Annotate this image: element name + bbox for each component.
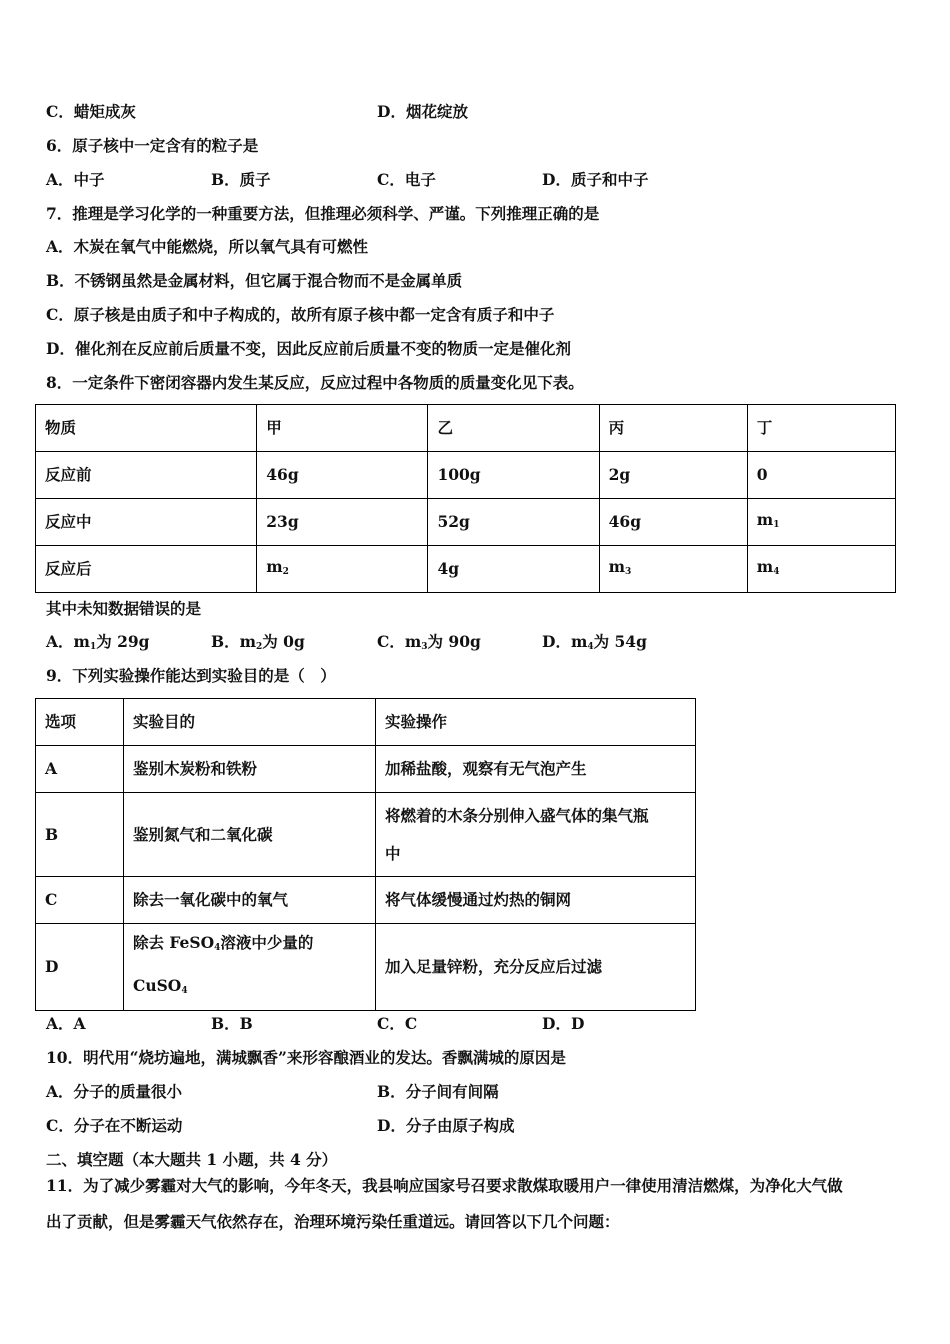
table-cell: D (36, 924, 124, 1011)
table-row (36, 793, 696, 877)
table-row (36, 924, 696, 1011)
table-cell: 反应中 (36, 499, 257, 546)
q7-option-c: C．原子核是由质子和中子构成的，故所有原子核中都一定含有质子和中子 (46, 305, 555, 324)
table-cell: 23g (257, 499, 428, 546)
q9-option-c: C．C (377, 1014, 418, 1033)
table-cell (747, 546, 895, 593)
table-cell: 反应前 (36, 452, 257, 499)
var-m: m (756, 556, 774, 576)
q9-experiment-table (35, 698, 696, 1011)
q8-option-a (46, 632, 150, 657)
option-text: A．m (46, 632, 90, 651)
table-cell: B (36, 793, 124, 877)
header-cell: 丁 (747, 405, 895, 452)
q8-option-b (211, 632, 305, 657)
q5-option-c: C．蜡矩成灰 (46, 102, 136, 121)
header-cell: 选项 (36, 699, 124, 746)
table-row (36, 746, 696, 793)
subscript: 4 (587, 642, 594, 652)
option-text: 为 90g (427, 632, 481, 651)
table-row (36, 699, 696, 746)
table-cell (376, 793, 696, 877)
table-cell: 100g (428, 452, 599, 499)
q11-line-2: 出了贡献，但是雾霾天气依然存在，治理环境污染任重道远。请回答以下几个问题： (46, 1212, 620, 1231)
q8-mass-table (35, 404, 896, 593)
table-cell: 反应后 (36, 546, 257, 593)
q8-option-d (542, 632, 647, 657)
option-text: B．m (211, 632, 257, 651)
table-cell (599, 546, 747, 593)
table-cell: 将气体缓慢通过灼热的铜网 (376, 877, 696, 924)
q6-option-a: A．中子 (46, 170, 105, 189)
subscript: 4 (773, 566, 780, 577)
option-text: 为 0g (262, 632, 305, 651)
q6-option-d: D．质子和中子 (542, 170, 649, 189)
table-cell (124, 924, 376, 1011)
cell-line (133, 924, 375, 967)
header-cell: 乙 (428, 405, 599, 452)
q7-option-a: A．木炭在氧气中能燃烧，所以氧气具有可燃性 (46, 237, 369, 256)
q8-option-c (377, 632, 481, 657)
table-cell: 4g (428, 546, 599, 593)
subscript: 1 (89, 642, 97, 652)
q7-option-b: B．不锈钢虽然是金属材料，但它属于混合物而不是金属单质 (46, 271, 463, 290)
q9-stem: 9．下列实验操作能达到实验目的是（ ） (46, 666, 336, 685)
q10-option-b: B．分子间有间隔 (377, 1082, 499, 1101)
var-m: m (266, 556, 283, 576)
q7-stem: 7．推理是学习化学的一种重要方法，但推理必须科学、严谨。下列推理正确的是 (46, 204, 600, 223)
q7-option-d: D．催化剂在反应前后质量不变，因此反应前后质量不变的物质一定是催化剂 (46, 339, 571, 358)
q9-option-a: A．A (46, 1014, 86, 1033)
subscript: 3 (421, 642, 428, 652)
table-row (36, 877, 696, 924)
subscript: 4 (181, 986, 188, 996)
table-cell: 鉴别木炭粉和铁粉 (124, 746, 376, 793)
subscript: 2 (256, 642, 263, 652)
q10-option-a: A．分子的质量很小 (46, 1082, 183, 1101)
q8-stem: 8．一定条件下密闭容器内发生某反应，反应过程中各物质的质量变化见下表。 (46, 373, 584, 392)
subscript: 2 (282, 566, 289, 577)
option-text: 为 29g (96, 632, 150, 651)
q9-option-d: D．D (542, 1014, 585, 1033)
cell-line: 中 (385, 843, 401, 863)
table-cell: 加入足量锌粉，充分反应后过滤 (376, 924, 696, 1011)
table-cell: 46g (599, 499, 747, 546)
header-cell: 实验操作 (376, 699, 696, 746)
header-cell: 丙 (599, 405, 747, 452)
table-row (36, 499, 896, 546)
q10-stem: 10．明代用“烧坊遍地，满城飘香”来形容酿酒业的发达。香飘满城的原因是 (46, 1048, 566, 1067)
table-cell: C (36, 877, 124, 924)
table-cell: 除去一氧化碳中的氧气 (124, 877, 376, 924)
table-cell: 0 (747, 452, 895, 499)
table-cell: 46g (257, 452, 428, 499)
table-cell: 加稀盐酸，观察有无气泡产生 (376, 746, 696, 793)
option-text: D．m (542, 632, 588, 651)
subscript: 1 (773, 519, 780, 530)
subscript: 4 (214, 943, 221, 953)
header-cell: 甲 (257, 405, 428, 452)
cell-text: 溶液中少量的 (220, 933, 314, 952)
table-cell: A (36, 746, 124, 793)
q11-line-1: 11．为了减少雾霾对大气的影响，今年冬天，我县响应国家号召要求散煤取暖用户一律使用清洁燃煤，为净化大气做 (46, 1176, 843, 1195)
var-m: m (756, 509, 774, 529)
q10-option-d: D．分子由原子构成 (377, 1116, 515, 1135)
option-text: C．m (377, 632, 422, 651)
var-m: m (608, 556, 626, 576)
table-cell: 52g (428, 499, 599, 546)
section-title: 二、填空题（本大题共 1 小题，共 4 分） (46, 1150, 338, 1169)
table-row (36, 546, 896, 593)
cell-text: 除去 FeSO (133, 933, 215, 952)
q9-option-b: B．B (211, 1014, 253, 1033)
table-cell (747, 499, 895, 546)
table-row (36, 452, 896, 499)
q10-option-c: C．分子在不断运动 (46, 1116, 183, 1135)
q6-option-c: C．电子 (377, 170, 436, 189)
table-cell: 鉴别氮气和二氧化碳 (124, 793, 376, 877)
table-cell: 2g (599, 452, 747, 499)
table-row (36, 405, 896, 452)
q5-option-d: D．烟花绽放 (377, 102, 468, 121)
cell-line (133, 967, 375, 1010)
q8-question: 其中未知数据错误的是 (46, 599, 202, 618)
header-cell: 实验目的 (124, 699, 376, 746)
cell-line: 将燃着的木条分别伸入盛气体的集气瓶 (385, 805, 649, 825)
cell-text: CuSO (133, 976, 182, 995)
q6-option-b: B．质子 (211, 170, 271, 189)
header-cell: 物质 (36, 405, 257, 452)
option-text: 为 54g (593, 632, 647, 651)
subscript: 3 (625, 566, 632, 577)
q6-stem: 6．原子核中一定含有的粒子是 (46, 136, 259, 155)
table-cell (257, 546, 428, 593)
